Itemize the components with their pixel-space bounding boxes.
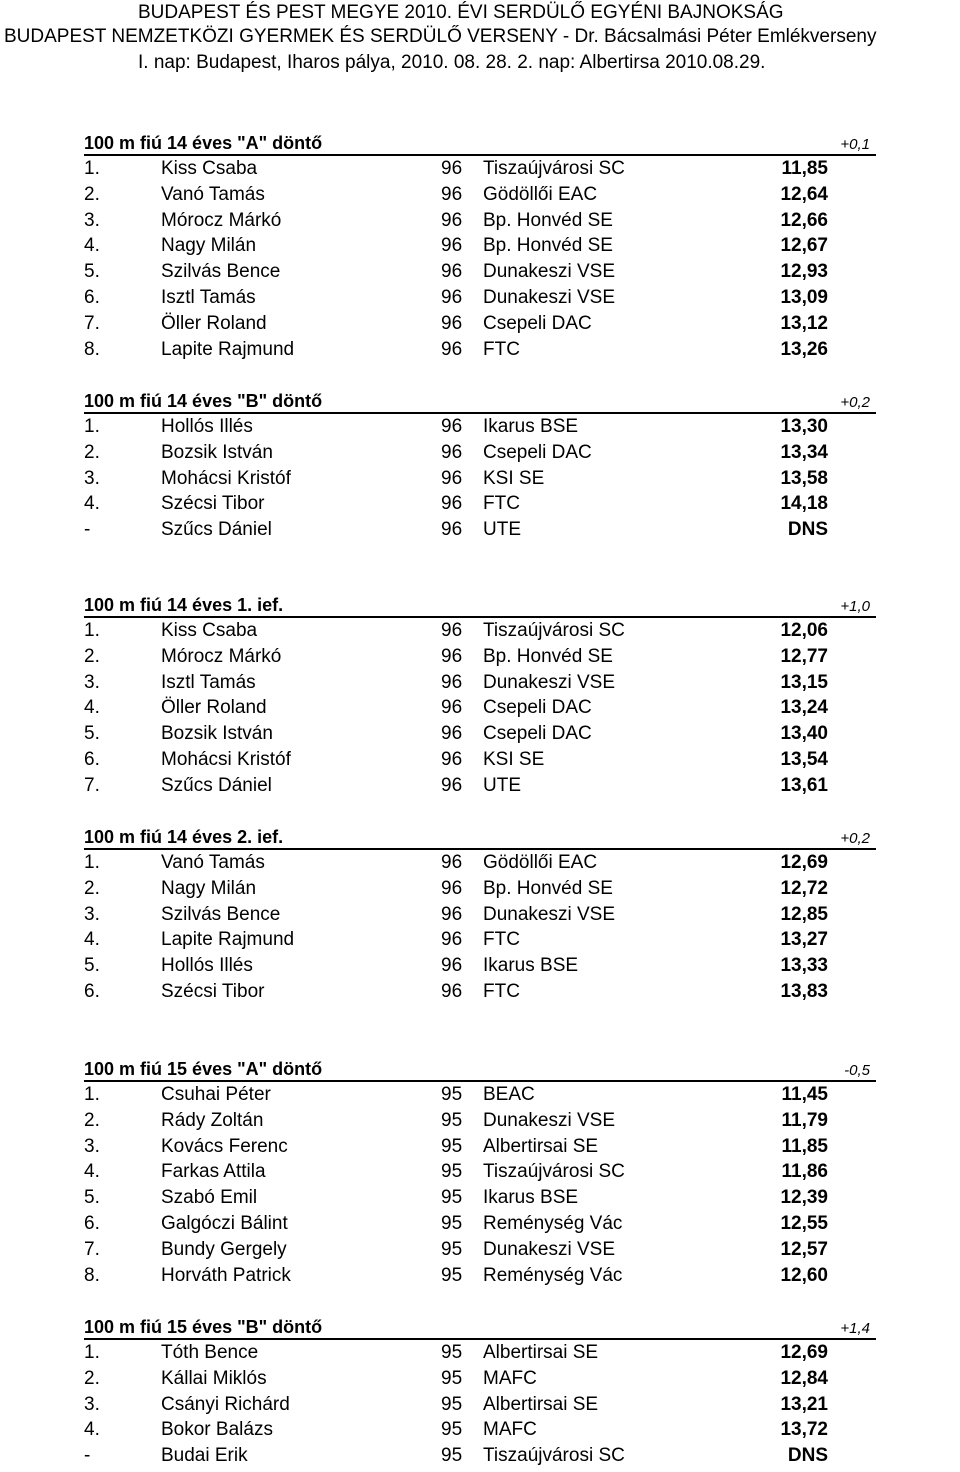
result-time: 12,72 xyxy=(780,877,828,899)
club-name: Dunakeszi VSE xyxy=(483,287,616,308)
club-name: FTC xyxy=(483,338,520,360)
header-line-3: I. nap: Budapest, Iharos pálya, 2010. 08. 28. 2. nap: Albertirsa 2010.08.29. xyxy=(138,52,766,73)
result-row xyxy=(0,1263,960,1289)
athlete-name: Kiss Csaba xyxy=(161,620,258,641)
place-cell: 3. xyxy=(84,671,100,693)
birth-year: 96 xyxy=(441,312,463,334)
result-time: 13,72 xyxy=(780,1419,828,1441)
club-name: Tiszaújvárosi SC xyxy=(483,1161,625,1183)
result-row xyxy=(0,644,960,670)
birth-year: 95 xyxy=(441,1084,463,1105)
result-row xyxy=(0,695,960,721)
athlete-name: Rády Zoltán xyxy=(161,1109,264,1131)
club-name: Gödöllői EAC xyxy=(483,852,598,873)
result-time: 12,57 xyxy=(780,1238,828,1260)
club-name: Albertirsai SE xyxy=(483,1135,599,1157)
athlete-name: Öller Roland xyxy=(161,312,267,334)
athlete-name: Isztl Tamás xyxy=(161,287,256,308)
result-time: 13,12 xyxy=(780,312,828,334)
birth-year: 95 xyxy=(441,1419,463,1441)
athlete-name: Mórocz Márkó xyxy=(161,209,282,231)
club-name: Bp. Honvéd SE xyxy=(483,209,613,231)
place-cell: 1. xyxy=(84,416,100,437)
club-name: BEAC xyxy=(483,1084,535,1105)
result-time: 12,85 xyxy=(780,903,828,925)
place-cell: 4. xyxy=(84,929,100,951)
result-time: 12,69 xyxy=(780,852,828,873)
birth-year: 96 xyxy=(441,493,463,515)
section-title: 100 m fiú 15 éves "A" döntő xyxy=(84,1059,323,1079)
result-row xyxy=(0,1159,960,1185)
wind-reading: +0,2 xyxy=(840,830,870,847)
birth-year: 96 xyxy=(441,158,463,179)
place-cell: 6. xyxy=(84,749,100,770)
place-cell: 3. xyxy=(84,1135,100,1157)
athlete-name: Nagy Milán xyxy=(161,235,257,257)
result-time: 13,24 xyxy=(780,697,828,719)
club-name: Ikarus BSE xyxy=(483,1187,579,1209)
section-header xyxy=(84,594,876,618)
place-cell: 4. xyxy=(84,493,100,515)
birth-year: 96 xyxy=(441,261,463,283)
athlete-name: Galgóczi Bálint xyxy=(161,1213,288,1234)
club-name: Tiszaújvárosi SC xyxy=(483,620,625,641)
result-time: 11,45 xyxy=(781,1084,828,1105)
birth-year: 96 xyxy=(441,929,463,951)
wind-reading: +0,2 xyxy=(840,394,870,411)
birth-year: 95 xyxy=(441,1213,463,1234)
club-name: Dunakeszi VSE xyxy=(483,1109,616,1131)
club-name: Ikarus BSE xyxy=(483,955,579,977)
athlete-name: Kállai Miklós xyxy=(161,1367,267,1389)
wind-reading: -0,5 xyxy=(844,1062,870,1079)
athlete-name: Szilvás Bence xyxy=(161,903,281,925)
place-cell: 5. xyxy=(84,261,100,283)
athlete-name: Nagy Milán xyxy=(161,877,257,899)
result-row xyxy=(0,902,960,928)
result-row xyxy=(0,285,960,311)
athlete-name: Öller Roland xyxy=(161,697,267,719)
result-row xyxy=(0,1392,960,1418)
club-name: Dunakeszi VSE xyxy=(483,1238,616,1260)
club-name: Bp. Honvéd SE xyxy=(483,235,613,257)
result-time: 13,21 xyxy=(780,1393,828,1415)
birth-year: 95 xyxy=(441,1238,463,1260)
result-row xyxy=(0,1443,960,1469)
result-time: 12,93 xyxy=(780,261,828,283)
athlete-name: Bokor Balázs xyxy=(161,1419,273,1441)
athlete-name: Farkas Attila xyxy=(161,1161,266,1183)
place-cell: 1. xyxy=(84,158,100,179)
club-name: Csepeli DAC xyxy=(483,723,592,745)
result-time: 13,30 xyxy=(780,416,828,437)
result-row xyxy=(0,876,960,902)
result-row xyxy=(0,1211,960,1237)
header-line-1: BUDAPEST ÉS PEST MEGYE 2010. ÉVI SERDÜLŐ EGYÉNI BAJNOKSÁG xyxy=(138,2,784,23)
place-cell: 2. xyxy=(84,1367,100,1389)
athlete-name: Tóth Bence xyxy=(161,1342,259,1363)
result-row xyxy=(0,517,960,543)
birth-year: 96 xyxy=(441,955,463,977)
athlete-name: Szűcs Dániel xyxy=(161,774,272,796)
result-time: 11,86 xyxy=(781,1161,828,1183)
place-cell: 5. xyxy=(84,955,100,977)
club-name: Dunakeszi VSE xyxy=(483,261,616,283)
place-cell: 3. xyxy=(84,903,100,925)
result-row xyxy=(0,618,960,644)
result-row xyxy=(0,1417,960,1443)
club-name: Reménység Vác xyxy=(483,1213,623,1234)
athlete-name: Kovács Ferenc xyxy=(161,1135,288,1157)
club-name: Bp. Honvéd SE xyxy=(483,877,613,899)
result-time: 12,55 xyxy=(780,1213,828,1234)
place-cell: 6. xyxy=(84,1213,100,1234)
wind-reading: +0,1 xyxy=(840,136,870,153)
section-header xyxy=(84,390,876,414)
club-name: FTC xyxy=(483,981,520,1002)
club-name: Csepeli DAC xyxy=(483,312,592,334)
section-header xyxy=(84,1058,876,1082)
athlete-name: Isztl Tamás xyxy=(161,671,256,693)
club-name: Csepeli DAC xyxy=(483,441,592,463)
result-row xyxy=(0,466,960,492)
result-time: 12,69 xyxy=(780,1342,828,1363)
place-cell: 7. xyxy=(84,1238,100,1260)
athlete-name: Csuhai Péter xyxy=(161,1084,271,1105)
athlete-name: Mohácsi Kristóf xyxy=(161,749,291,770)
section-header xyxy=(84,826,876,850)
athlete-name: Bozsik István xyxy=(161,723,273,745)
club-name: Dunakeszi VSE xyxy=(483,903,616,925)
result-time: 12,60 xyxy=(780,1264,828,1286)
club-name: Dunakeszi VSE xyxy=(483,671,616,693)
place-cell: 3. xyxy=(84,209,100,231)
club-name: KSI SE xyxy=(483,467,545,489)
result-row xyxy=(0,440,960,466)
club-name: FTC xyxy=(483,493,520,515)
place-cell: 1. xyxy=(84,1084,100,1105)
club-name: Bp. Honvéd SE xyxy=(483,645,613,667)
result-row xyxy=(0,259,960,285)
place-cell: 2. xyxy=(84,1109,100,1131)
section-title: 100 m fiú 14 éves 2. ief. xyxy=(84,827,284,847)
result-time: 11,85 xyxy=(781,158,828,179)
birth-year: 96 xyxy=(441,338,463,360)
club-name: MAFC xyxy=(483,1367,537,1389)
birth-year: 96 xyxy=(441,287,463,308)
place-cell: 3. xyxy=(84,467,100,489)
section-header xyxy=(84,132,876,156)
club-name: FTC xyxy=(483,929,520,951)
result-time: 12,39 xyxy=(780,1187,828,1209)
result-time: 13,40 xyxy=(780,723,828,745)
result-time: 13,61 xyxy=(780,774,828,796)
athlete-name: Szűcs Dániel xyxy=(161,519,272,541)
birth-year: 96 xyxy=(441,620,463,641)
birth-year: 95 xyxy=(441,1393,463,1415)
birth-year: 96 xyxy=(441,981,463,1002)
result-row xyxy=(0,979,960,1005)
club-name: Reménység Vác xyxy=(483,1264,623,1286)
result-time: 14,18 xyxy=(780,493,828,515)
birth-year: 96 xyxy=(441,467,463,489)
result-time: DNS xyxy=(787,519,828,541)
club-name: Albertirsai SE xyxy=(483,1342,599,1363)
result-row xyxy=(0,721,960,747)
section-title: 100 m fiú 14 éves "A" döntő xyxy=(84,133,323,153)
birth-year: 96 xyxy=(441,441,463,463)
result-row xyxy=(0,414,960,440)
birth-year: 96 xyxy=(441,519,463,541)
result-time: 12,84 xyxy=(780,1367,828,1389)
club-name: Ikarus BSE xyxy=(483,416,579,437)
result-row xyxy=(0,1366,960,1392)
header-line-2: BUDAPEST NEMZETKÖZI GYERMEK ÉS SERDÜLŐ VERSENY - Dr. Bácsalmási Péter Emlékverseny xyxy=(4,26,877,47)
athlete-name: Szécsi Tibor xyxy=(161,493,265,515)
result-time: 11,85 xyxy=(781,1135,828,1157)
result-row xyxy=(0,1185,960,1211)
result-time: 13,34 xyxy=(780,441,828,463)
result-row xyxy=(0,747,960,773)
place-cell: 5. xyxy=(84,1187,100,1209)
place-cell: - xyxy=(84,1445,91,1467)
result-row xyxy=(0,233,960,259)
result-time: 12,67 xyxy=(780,235,828,257)
result-time: 13,15 xyxy=(780,671,828,693)
athlete-name: Vanó Tamás xyxy=(161,852,265,873)
result-row xyxy=(0,1134,960,1160)
club-name: Tiszaújvárosi SC xyxy=(483,158,625,179)
birth-year: 96 xyxy=(441,749,463,770)
result-row xyxy=(0,156,960,182)
place-cell: 4. xyxy=(84,1161,100,1183)
result-time: 13,27 xyxy=(780,929,828,951)
result-time: 13,58 xyxy=(780,467,828,489)
section-title: 100 m fiú 15 éves "B" döntő xyxy=(84,1317,323,1337)
birth-year: 95 xyxy=(441,1187,463,1209)
place-cell: 5. xyxy=(84,723,100,745)
result-row xyxy=(0,1237,960,1263)
place-cell: 7. xyxy=(84,774,100,796)
athlete-name: Budai Erik xyxy=(161,1445,248,1467)
athlete-name: Szécsi Tibor xyxy=(161,981,265,1002)
birth-year: 95 xyxy=(441,1135,463,1157)
birth-year: 96 xyxy=(441,235,463,257)
section-header xyxy=(84,1316,876,1340)
result-row xyxy=(0,773,960,799)
result-row xyxy=(0,491,960,517)
result-time: 12,64 xyxy=(780,183,828,205)
place-cell: 8. xyxy=(84,338,100,360)
result-row xyxy=(0,311,960,337)
result-row xyxy=(0,1340,960,1366)
place-cell: 2. xyxy=(84,645,100,667)
athlete-name: Mórocz Márkó xyxy=(161,645,282,667)
birth-year: 96 xyxy=(441,416,463,437)
place-cell: 7. xyxy=(84,312,100,334)
birth-year: 95 xyxy=(441,1342,463,1363)
place-cell: - xyxy=(84,519,91,541)
athlete-name: Kiss Csaba xyxy=(161,158,258,179)
athlete-name: Csányi Richárd xyxy=(161,1393,290,1415)
result-row xyxy=(0,182,960,208)
place-cell: 6. xyxy=(84,981,100,1002)
athlete-name: Bozsik István xyxy=(161,441,273,463)
birth-year: 96 xyxy=(441,723,463,745)
result-row xyxy=(0,927,960,953)
wind-reading: +1,0 xyxy=(840,598,870,615)
birth-year: 96 xyxy=(441,774,463,796)
place-cell: 3. xyxy=(84,1393,100,1415)
athlete-name: Hollós Illés xyxy=(161,416,253,437)
result-row xyxy=(0,953,960,979)
birth-year: 96 xyxy=(441,209,463,231)
birth-year: 95 xyxy=(441,1161,463,1183)
birth-year: 96 xyxy=(441,645,463,667)
place-cell: 2. xyxy=(84,441,100,463)
place-cell: 6. xyxy=(84,287,100,308)
result-time: 13,54 xyxy=(780,749,828,770)
club-name: Albertirsai SE xyxy=(483,1393,599,1415)
birth-year: 96 xyxy=(441,671,463,693)
result-time: 13,33 xyxy=(780,955,828,977)
club-name: UTE xyxy=(483,519,521,541)
place-cell: 1. xyxy=(84,852,100,873)
result-time: 13,83 xyxy=(780,981,828,1002)
club-name: MAFC xyxy=(483,1419,537,1441)
place-cell: 1. xyxy=(84,620,100,641)
birth-year: 96 xyxy=(441,183,463,205)
result-row xyxy=(0,208,960,234)
result-time: DNS xyxy=(787,1445,828,1467)
athlete-name: Szilvás Bence xyxy=(161,261,281,283)
place-cell: 4. xyxy=(84,1419,100,1441)
place-cell: 8. xyxy=(84,1264,100,1286)
result-time: 12,06 xyxy=(780,620,828,641)
club-name: KSI SE xyxy=(483,749,545,770)
birth-year: 96 xyxy=(441,877,463,899)
section-title: 100 m fiú 14 éves "B" döntő xyxy=(84,391,323,411)
athlete-name: Bundy Gergely xyxy=(161,1238,287,1260)
athlete-name: Lapite Rajmund xyxy=(161,929,295,951)
result-time: 12,77 xyxy=(780,645,828,667)
place-cell: 2. xyxy=(84,183,100,205)
birth-year: 96 xyxy=(441,852,463,873)
birth-year: 95 xyxy=(441,1264,463,1286)
result-row xyxy=(0,1108,960,1134)
birth-year: 96 xyxy=(441,903,463,925)
result-row xyxy=(0,1082,960,1108)
club-name: Csepeli DAC xyxy=(483,697,592,719)
club-name: Gödöllői EAC xyxy=(483,183,598,205)
birth-year: 95 xyxy=(441,1109,463,1131)
result-row xyxy=(0,850,960,876)
athlete-name: Lapite Rajmund xyxy=(161,338,295,360)
place-cell: 4. xyxy=(84,235,100,257)
place-cell: 4. xyxy=(84,697,100,719)
athlete-name: Hollós Illés xyxy=(161,955,253,977)
result-time: 11,79 xyxy=(781,1109,828,1131)
club-name: UTE xyxy=(483,774,521,796)
place-cell: 1. xyxy=(84,1342,100,1363)
club-name: Tiszaújvárosi SC xyxy=(483,1445,625,1467)
birth-year: 95 xyxy=(441,1445,463,1467)
athlete-name: Horváth Patrick xyxy=(161,1264,291,1286)
result-time: 13,09 xyxy=(780,287,828,308)
section-title: 100 m fiú 14 éves 1. ief. xyxy=(84,595,284,615)
birth-year: 96 xyxy=(441,697,463,719)
wind-reading: +1,4 xyxy=(840,1320,870,1337)
result-row xyxy=(0,670,960,696)
athlete-name: Szabó Emil xyxy=(161,1187,258,1209)
place-cell: 2. xyxy=(84,877,100,899)
result-time: 12,66 xyxy=(780,209,828,231)
result-row xyxy=(0,337,960,363)
athlete-name: Vanó Tamás xyxy=(161,183,265,205)
birth-year: 95 xyxy=(441,1367,463,1389)
athlete-name: Mohácsi Kristóf xyxy=(161,467,291,489)
result-time: 13,26 xyxy=(780,338,828,360)
